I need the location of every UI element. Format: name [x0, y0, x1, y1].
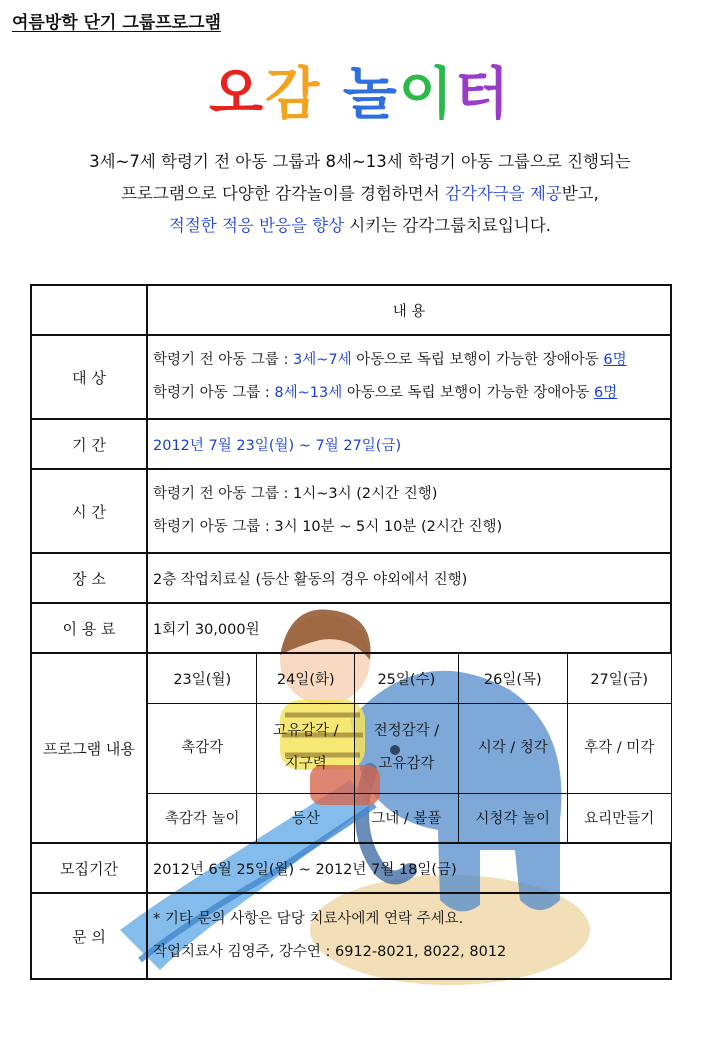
intro-line-2 [0, 178, 720, 210]
title-char: 감 [265, 62, 322, 127]
target-text: 아동으로 독립 보행이 가능한 장애아동 [351, 352, 604, 368]
target-age: 8세~13세 [274, 385, 343, 401]
period-value: 2012년 7월 23일(월) ~ 7월 27일(금) [147, 419, 671, 469]
fee-label: 이 용 료 [31, 603, 147, 653]
target-count: 6명 [593, 385, 618, 401]
title-char: 놀 [342, 62, 399, 127]
header-empty-cell [31, 285, 147, 335]
target-value [147, 335, 671, 419]
intro-text [0, 146, 720, 242]
intro-highlight: 적절한 적응 반응을 향상 [168, 216, 345, 235]
recruit-label: 모집기간 [31, 843, 147, 893]
fee-value: 1회기 30,000원 [147, 603, 671, 653]
intro-line-3 [0, 210, 720, 242]
sense-line: 지구력 [284, 756, 327, 772]
program-info-table [30, 284, 672, 980]
day-header: 25일(수) [355, 653, 459, 703]
target-label: 대 상 [31, 335, 147, 419]
target-text: 학령기 아동 그룹 : [153, 385, 275, 401]
place-value: 2층 작업치료실 (등산 활동의 경우 야외에서 진행) [147, 553, 671, 603]
intro-text-segment: 시키는 감각그룹치료입니다. [344, 216, 552, 235]
sense-cell [567, 703, 671, 793]
contact-value [147, 893, 671, 979]
sense-line: 시각 / 청각 [477, 739, 548, 756]
intro-text-segment: 받고, [561, 184, 599, 203]
contact-label: 문 의 [31, 893, 147, 979]
sense-line: 후각 / 미각 [584, 739, 655, 756]
day-header: 24일(화) [257, 653, 355, 703]
time-value [147, 469, 671, 553]
target-row-school [153, 377, 665, 410]
period-label: 기 간 [31, 419, 147, 469]
day-header: 26일(목) [458, 653, 567, 703]
table-header: 내 용 [147, 285, 671, 335]
activity-cell: 그네 / 볼풀 [355, 793, 459, 843]
contact-note: * 기타 문의 사항은 담당 치료사에게 연락 주세요. [153, 911, 464, 927]
program-label: 프로그램 내용 [31, 653, 147, 843]
sense-cell [257, 703, 355, 793]
sense-cell [147, 703, 257, 793]
intro-line-1: 3세~7세 학령기 전 아동 그룹과 8세~13세 학령기 아동 그룹으로 진행되는 [89, 152, 631, 171]
target-text: 학령기 전 아동 그룹 : [153, 352, 293, 368]
sense-cell [355, 703, 459, 793]
title-char: 오 [208, 62, 266, 127]
target-text: 아동으로 독립 보행이 가능한 장애아동 [342, 385, 594, 401]
sense-line: 고유감각 [378, 756, 435, 772]
recruit-value: 2012년 6월 25일(월) ~ 2012년 7월 18일(금) [147, 843, 671, 893]
target-age: 3세~7세 [293, 352, 352, 368]
activity-cell: 시청각 놀이 [458, 793, 567, 843]
time-row-preschool: 학령기 전 아동 그룹 : 1시~3시 (2시간 진행) [153, 486, 438, 502]
sense-line: 고유감각 / [272, 723, 339, 739]
activity-cell: 촉감각 놀이 [147, 793, 257, 843]
sense-line: 전정감각 / [373, 723, 440, 739]
sense-line: 촉감각 [181, 739, 224, 756]
time-label: 시 간 [31, 469, 147, 553]
activity-cell: 요리만들기 [567, 793, 671, 843]
sense-cell [458, 703, 567, 793]
day-header: 27일(금) [567, 653, 671, 703]
contact-phone: 작업치료사 김영주, 강수연 : 6912-8021, 8022, 8012 [153, 944, 507, 960]
intro-text-segment: 프로그램으로 다양한 감각놀이를 경험하면서 [121, 184, 445, 203]
target-count: 6명 [603, 352, 627, 368]
title-char: 터 [454, 62, 512, 127]
program-title [0, 50, 720, 130]
program-category-label: 여름방학 단기 그룹프로그램 [12, 13, 221, 33]
target-row-preschool [153, 344, 665, 377]
place-label: 장 소 [31, 553, 147, 603]
day-header: 23일(월) [147, 653, 257, 703]
intro-highlight: 감각자극을 제공 [444, 184, 562, 203]
title-char: 이 [398, 62, 455, 127]
activity-cell: 등산 [257, 793, 355, 843]
time-row-school: 학령기 아동 그룹 : 3시 10분 ~ 5시 10분 (2시간 진행) [153, 519, 503, 535]
